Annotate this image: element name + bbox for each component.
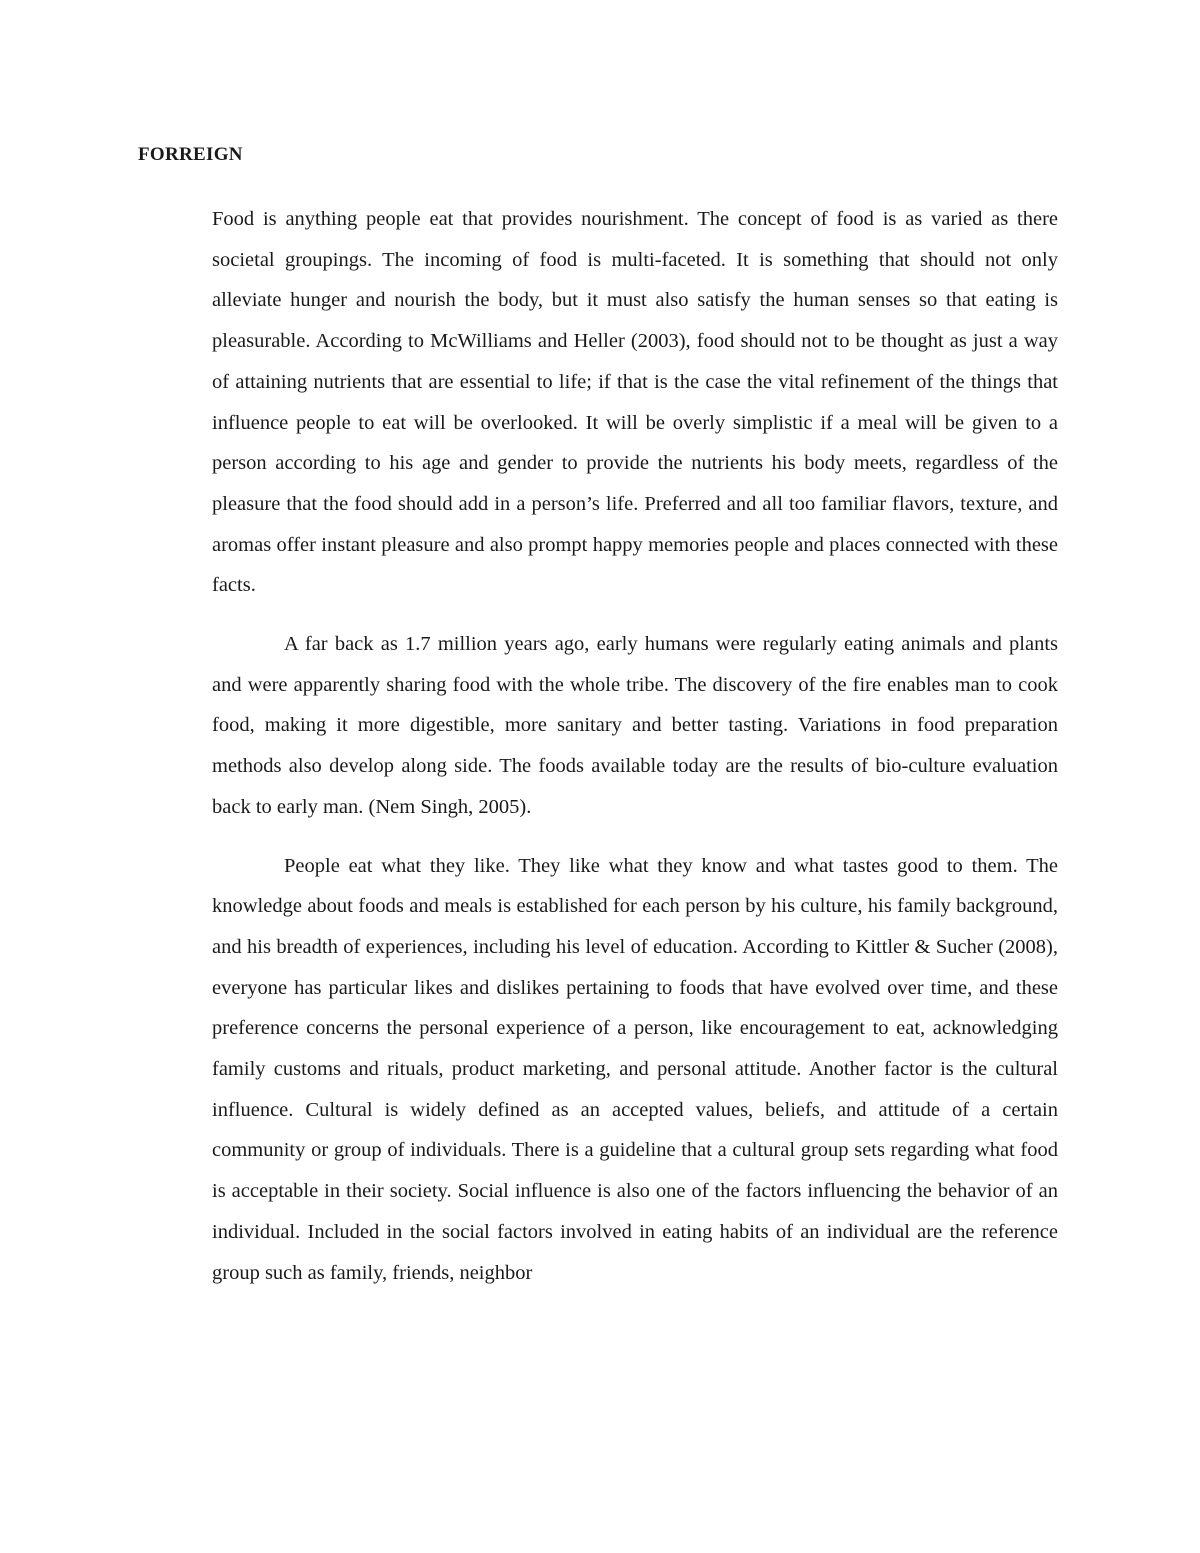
- paragraph-food-definition: Food is anything people eat that provides nourishment. The concept of food is as varied as there societal groupings. The incoming of food is multi-faceted. It is something that should not only alleviate hunger and nourish the body, but it must also satisfy the human senses so that eating is pleasurable. According to McWilliams and Heller (2003), food should not to be thought as just a way of attaining nutrients that are essential to life; if that is the case the vital refinement of the things that influence people to eat will be overlooked. It will be overly simplistic if a meal will be given to a person according to his age and gender to provide the nutrients his body meets, regardless of the pleasure that the food should add in a person’s life. Preferred and all too familiar flavors, texture, and aromas offer instant pleasure and also prompt happy memories people and places connected with these facts.: [212, 208, 1058, 597]
- paragraph-food-preferences: People eat what they like. They like what they know and what tastes good to them. The knowledge about foods and meals is established for each person by his culture, his family background, and his breadth of experiences, including his level of education. According to Kittler & Sucher (2008), everyone has particular likes and dislikes pertaining to foods that have evolved over time, and these preference concerns the personal experience of a person, like encouragement to eat, acknowledging family customs and rituals, product marketing, and personal attitude. Another factor is the cultural influence. Cultural is widely defined as an accepted values, beliefs, and attitude of a certain community or group of individuals. There is a guideline that a cultural group sets regarding what food is acceptable in their society. Social influence is also one of the factors influencing the behavior of an individual. Included in the social factors involved in eating habits of an individual are the reference group such as family, friends, neighbor: [212, 854, 1058, 1284]
- document-body: [212, 199, 1058, 1311]
- document-heading: FORREIGN: [138, 144, 243, 165]
- paragraph-early-humans: A far back as 1.7 million years ago, early humans were regularly eating animals and plants and were apparently sharing food with the whole tribe. The discovery of the fire enables man to cook food, making it more digestible, more sanitary and better tasting. Variations in food preparation methods also develop along side. The foods available today are the results of bio-culture evaluation back to early man. (Nem Singh, 2005).: [212, 633, 1058, 818]
